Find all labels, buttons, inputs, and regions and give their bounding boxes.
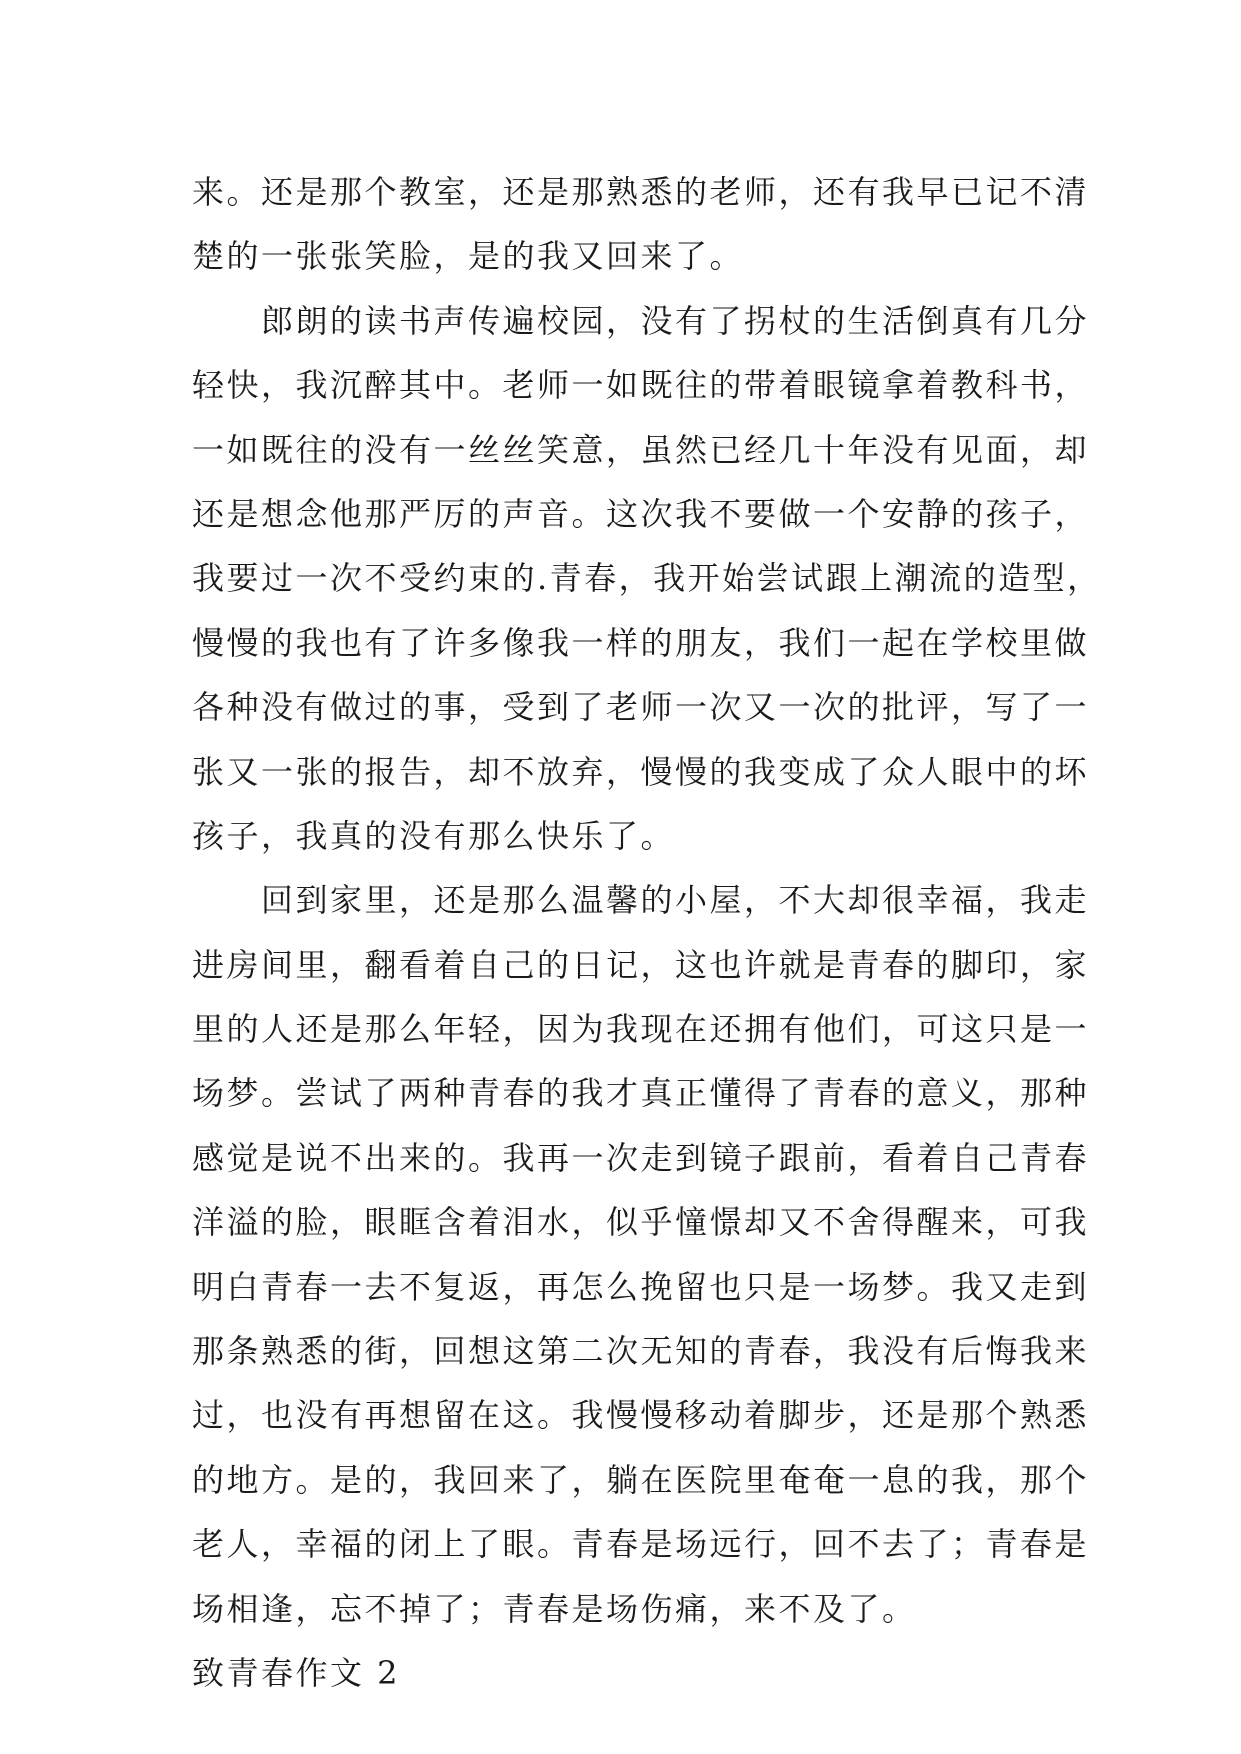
text-line: 里的人还是那么年轻，因为我现在还拥有他们，可这只是一 [192, 1010, 1090, 1049]
text-line: 回到家里，还是那么温馨的小屋，不大却很幸福，我走 [192, 881, 1090, 920]
text-line: 来。还是那个教室，还是那熟悉的老师，还有我早已记不清 [192, 173, 1090, 211]
text-line: 各种没有做过的事，受到了老师一次又一次的批评，写了一 [192, 688, 1090, 727]
paragraph-2 [192, 289, 1102, 869]
text-line: 楚的一张张笑脸，是的我又回来了。 [192, 237, 745, 276]
text-line: 的地方。是的，我回来了，躺在医院里奄奄一息的我，那个 [192, 1460, 1090, 1499]
text-line: 感觉是说不出来的。我再一次走到镜子跟前，看着自己青春 [192, 1138, 1090, 1177]
paragraph-3 [192, 868, 1090, 1641]
text-line: 那条熟悉的街，回想这第二次无知的青春，我没有后悔我来 [192, 1332, 1090, 1371]
paragraph-1 [192, 160, 1090, 289]
text-line: 一如既往的没有一丝丝笑意，虽然已经几十年没有见面，却 [192, 430, 1090, 469]
text-line: 慢慢的我也有了许多像我一样的朋友，我们一起在学校里做 [192, 623, 1090, 662]
text-line: 场梦。尝试了两种青春的我才真正懂得了青春的意义，那种 [192, 1074, 1090, 1113]
text-line: 进房间里，翻看着自己的日记，这也许就是青春的脚印，家 [192, 945, 1090, 984]
text-line: 孩子，我真的没有那么快乐了。 [192, 816, 676, 855]
section-heading: 致青春作文 2 [192, 1653, 401, 1692]
text-line: 郎朗的读书声传遍校园，没有了拐杖的生活倒真有几分 [192, 301, 1090, 340]
text-line: 过，也没有再想留在这。我慢慢移动着脚步，还是那个熟悉 [192, 1396, 1090, 1435]
text-line: 我要过一次不受约束的.青春，我开始尝试跟上潮流的造型， [192, 559, 1102, 598]
text-line: 还是想念他那严厉的声音。这次我不要做一个安静的孩子， [192, 494, 1090, 533]
text-line: 洋溢的脸，眼眶含着泪水，似乎憧憬却又不舍得醒来，可我 [192, 1203, 1090, 1242]
text-line: 轻快，我沉醉其中。老师一如既往的带着眼镜拿着教科书， [192, 366, 1090, 405]
text-line: 老人，幸福的闭上了眼。青春是场远行，回不去了；青春是 [192, 1525, 1090, 1564]
document-body [192, 160, 1102, 1705]
text-line: 明白青春一去不复返，再怎么挽留也只是一场梦。我又走到 [192, 1267, 1090, 1306]
text-line: 场相逢，忘不掉了；青春是场伤痛，来不及了。 [192, 1589, 917, 1628]
text-line: 张又一张的报告，却不放弃，慢慢的我变成了众人眼中的坏 [192, 752, 1090, 791]
